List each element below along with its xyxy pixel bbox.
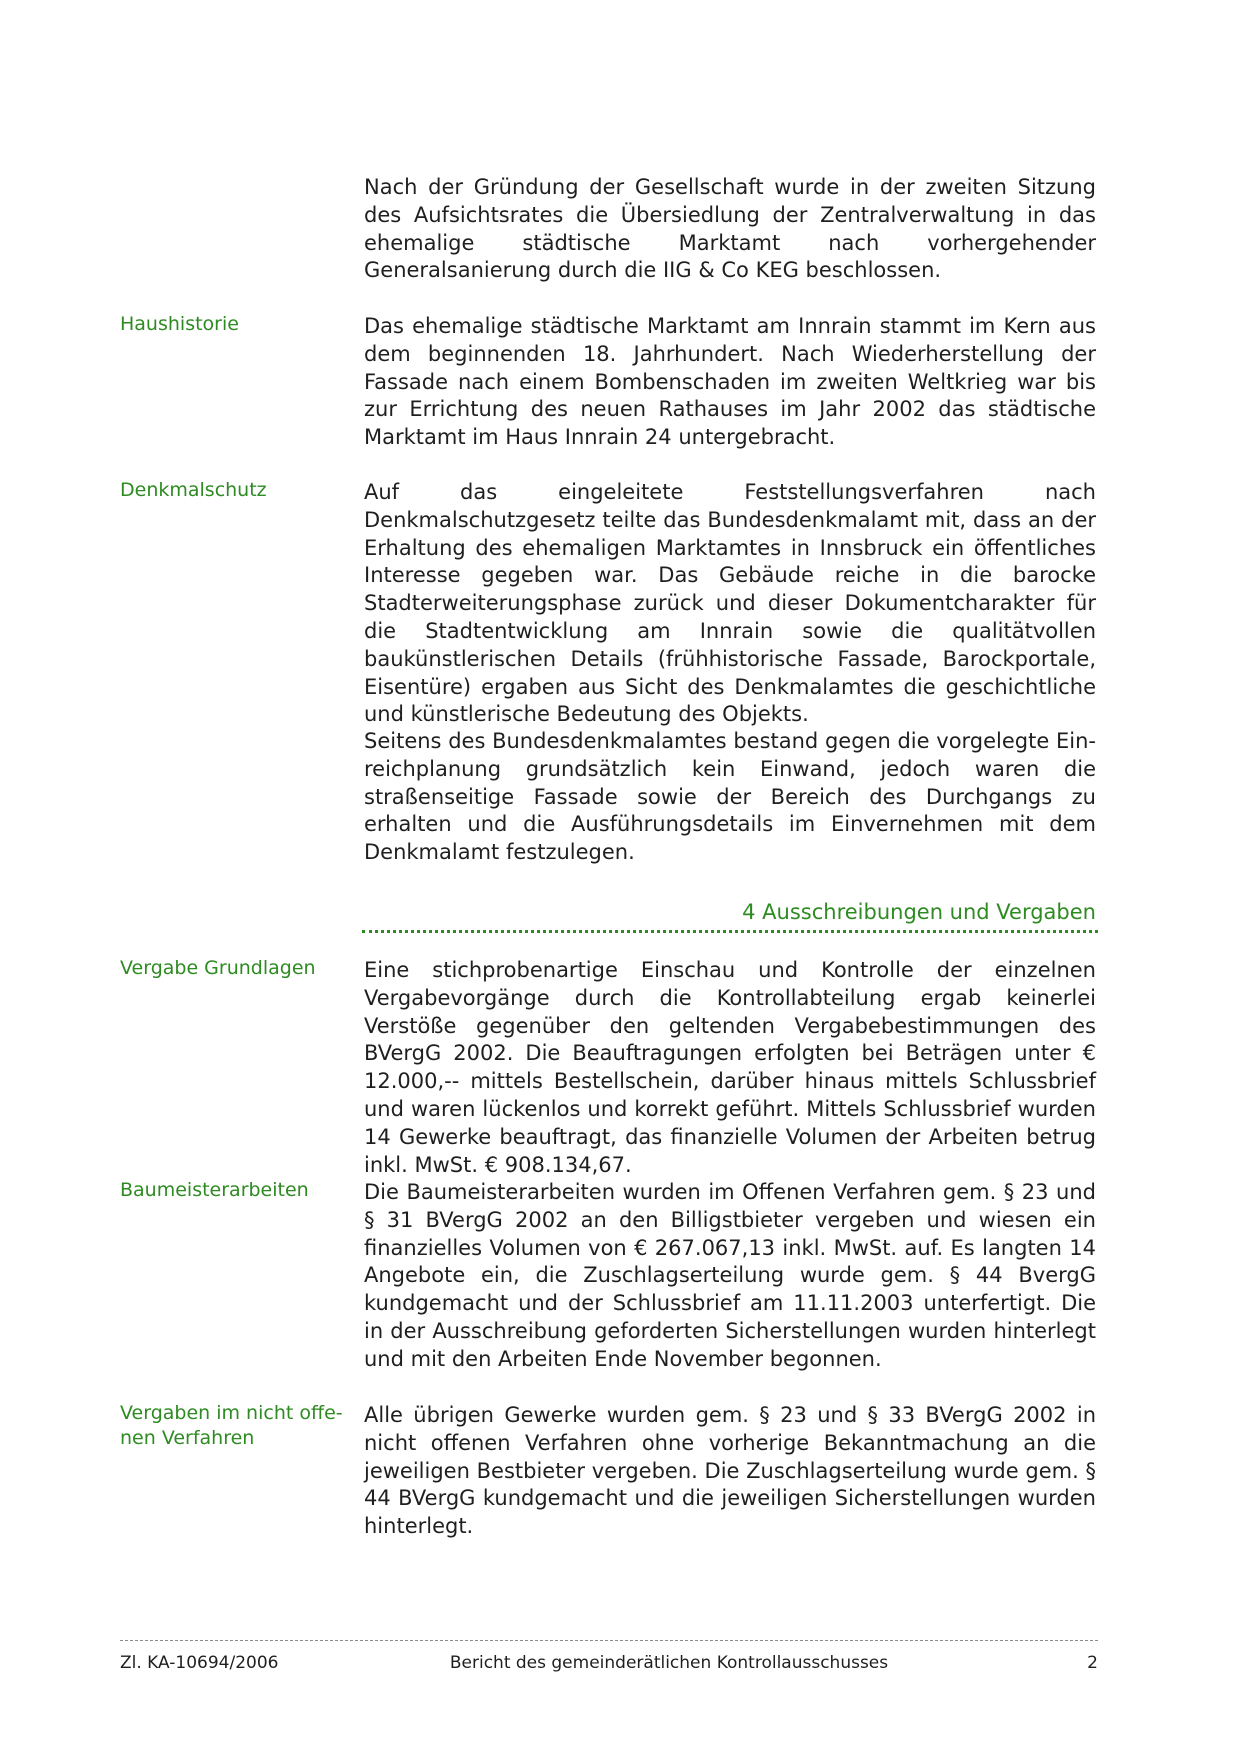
margin-note-baumeisterarbeiten: Baumeisterarbeiten	[120, 1179, 309, 1201]
margin-note-denkmalschutz: Denkmalschutz	[120, 479, 267, 501]
paragraph-baumeisterarbeiten: Die Baumeisterarbeiten wurden im Offenen Verfahren gem. § 23 und § 31 BVergG 2002 an den Billigstbieter vergeben und wiesen ein finanzielles Volumen von € 267.067,13 inkl. MwSt. auf. Es langten 14 Angebote ein, die Zuschlagserteilung wurde gem. § 44 BvergG kundgemacht und der Schlussbrief am 11.11.2003 unterfertigt. Die in der Ausschreibung geforderten Sicherstellungen wurden hinterlegt und mit den Arbeiten Ende November begonnen.	[364, 1180, 1096, 1371]
margin-note-vergaben-nicht-offen: Vergaben im nicht offenen Verfahren	[120, 1402, 343, 1449]
paragraph-haushistorie: Das ehemalige städtische Marktamt am Innrain stammt im Kern aus dem beginnenden 18. Jahrhundert. Nach Wiederherstellung der Fassade nach einem Bombenschaden im zweiten Weltkrieg war bis zur Errichtung des neuen Rathauses im Jahr 2002 das städtische Marktamt im Haus Innrain 24 untergebracht.	[364, 314, 1096, 450]
paragraph-vergaben-nicht-offen: Alle übrigen Gewerke wurden gem. § 23 und § 33 BVergG 2002 in nicht offenen Verfahren ohne vorherige Bekanntmachung an die jeweiligen Bestbieter vergeben. Die Zuschlagserteilung wurde gem. § 44 BVergG kundgemacht und die jeweiligen Sicherstellungen wurden hinterlegt.	[364, 1403, 1096, 1539]
section-divider	[362, 930, 1098, 933]
footer-title: Bericht des gemeinderätlichen Kontrollausschusses	[449, 1653, 889, 1673]
section-heading: 4 Ausschreibungen und Vergaben	[742, 900, 1096, 924]
paragraph-denkmalschutz-1: Auf das eingeleitete Feststellungsverfahren nach Denkmalschutzgesetz teilte das Bundesdenkmalamt mit, dass an der Erhaltung des ehemaligen Marktamtes in Innsbruck ein öffentliches Interesse gegeben war. Das Gebäude reiche in die barocke Stadterweiterungsphase zurück und dieser Dokumentcharakter für die Stadtentwicklung am Innrain sowie die qualitätvollen baukünstlerischen Details (frühhistorische Fassade, Barockportale, Eisentüre) ergaben aus Sicht des Denkmalamtes die geschichtliche und künstlerische Bedeutung des Objekts.	[364, 480, 1096, 727]
paragraph-intro: Nach der Gründung der Gesellschaft wurde in der zweiten Sitzung des Aufsichtsrates die Übersiedlung der Zentralverwaltung in das ehemalige städtische Marktamt nach vorhergehender Generalsanierung durch die IIG & Co KEG beschlossen.	[364, 175, 1096, 283]
margin-note-haushistorie: Haushistorie	[120, 313, 239, 335]
paragraph-vergabe-grundlagen: Eine stichprobenartige Einschau und Kontrolle der einzelnen Vergabevorgänge durch die Kontrollabteilung ergab keinerlei Verstöße gegenüber den geltenden Vergabebestimmungen des BVergG 2002. Die Beauftragungen erfolgten bei Beträgen unter € 12.000,-- mittels Bestellschein, darüber hinaus mittels Schlussbrief und waren lückenlos und korrekt geführt. Mittels Schlussbrief wurden 14 Gewerke beauftragt, das finanzielle Volumen der Arbeiten betrug inkl. MwSt. € 908.134,67.	[364, 958, 1096, 1177]
paragraph-denkmalschutz-2: Seitens des Bundesdenkmalamtes bestand gegen die vorgelegte Einreichplanung grundsätzlich kein Einwand, jedoch waren die straßenseitige Fassade sowie der Bereich des Durchgangs zu erhalten und die Ausführungsdetails im Einvernehmen mit dem Denkmalamt festzulegen.	[364, 729, 1096, 865]
footer-reference: Zl. KA-10694/2006	[120, 1653, 279, 1673]
footer-divider	[120, 1640, 1098, 1641]
margin-note-vergabe-grundlagen: Vergabe Grundlagen	[120, 957, 316, 979]
footer-page-number: 2	[1087, 1653, 1098, 1673]
